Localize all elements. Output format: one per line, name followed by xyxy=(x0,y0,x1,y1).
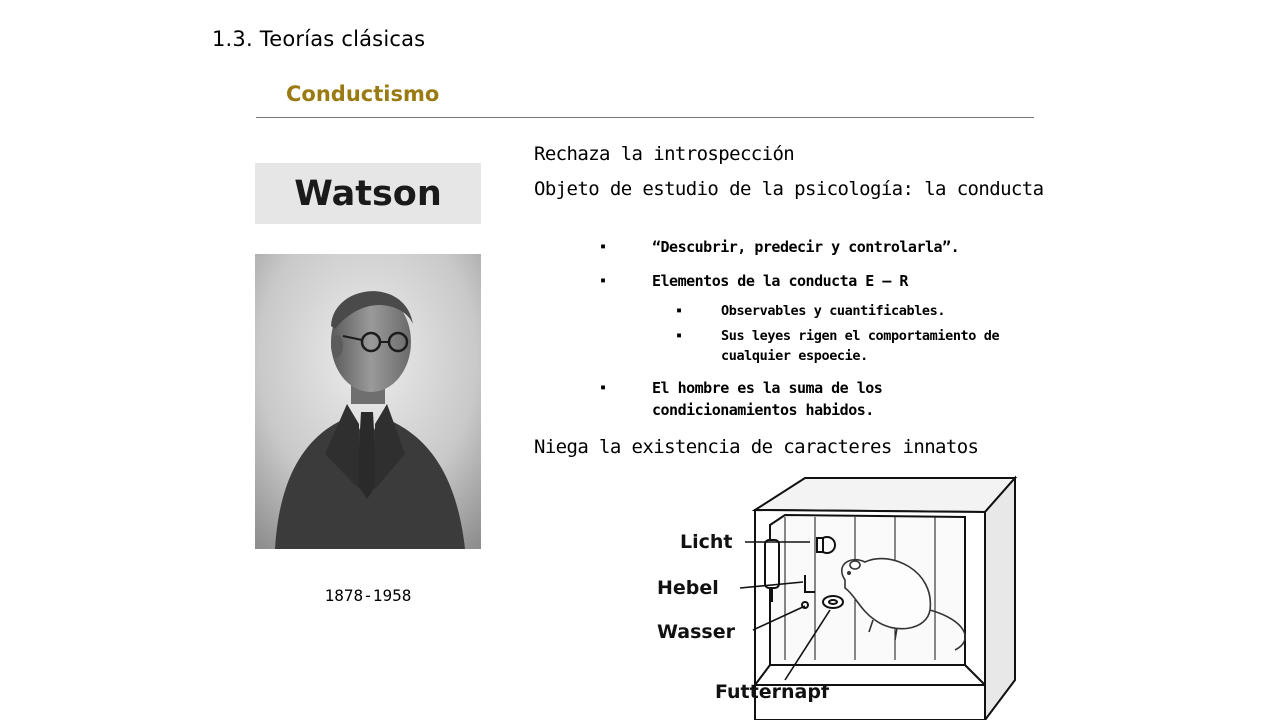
portrait-photo xyxy=(255,254,481,549)
bullet-text: Elementos de la conducta E – R xyxy=(652,272,908,290)
label-licht: Licht xyxy=(680,531,733,553)
skinner-box-diagram xyxy=(645,470,1035,720)
divider-line xyxy=(256,117,1034,118)
label-wasser: Wasser xyxy=(657,621,735,643)
statement-denies-innate: Niega la existencia de caracteres innatos xyxy=(534,436,979,458)
bullet-text: El hombre es la suma de los condicionamientos habidos. xyxy=(652,379,883,419)
bullet-marker: ▪ xyxy=(600,382,606,393)
statement-object-of-study: Objeto de estudio de la psicología: la conducta xyxy=(534,178,1044,200)
bullet-marker: ▪ xyxy=(600,275,606,286)
bullet-marker: ▪ xyxy=(676,305,682,316)
bullet-text: “Descubrir, predecir y controlarla”. xyxy=(652,238,960,256)
slide-subtitle: Conductismo xyxy=(286,82,440,106)
section-title: 1.3. Teorías clásicas xyxy=(212,27,426,51)
author-name: Watson xyxy=(294,173,442,214)
bullet-marker: ▪ xyxy=(676,330,682,341)
label-hebel: Hebel xyxy=(657,577,719,599)
statement-rejects-introspection: Rechaza la introspección xyxy=(534,143,795,165)
label-futternapf: Futternapf xyxy=(715,681,830,703)
sub-bullet-text: Sus leyes rigen el comportamiento de cualquier espoecie. xyxy=(721,328,1000,364)
author-name-box xyxy=(255,163,481,224)
bullet-marker: ▪ xyxy=(600,241,606,252)
sub-bullet-text: Observables y cuantificables. xyxy=(721,303,946,319)
author-years: 1878-1958 xyxy=(324,586,412,605)
